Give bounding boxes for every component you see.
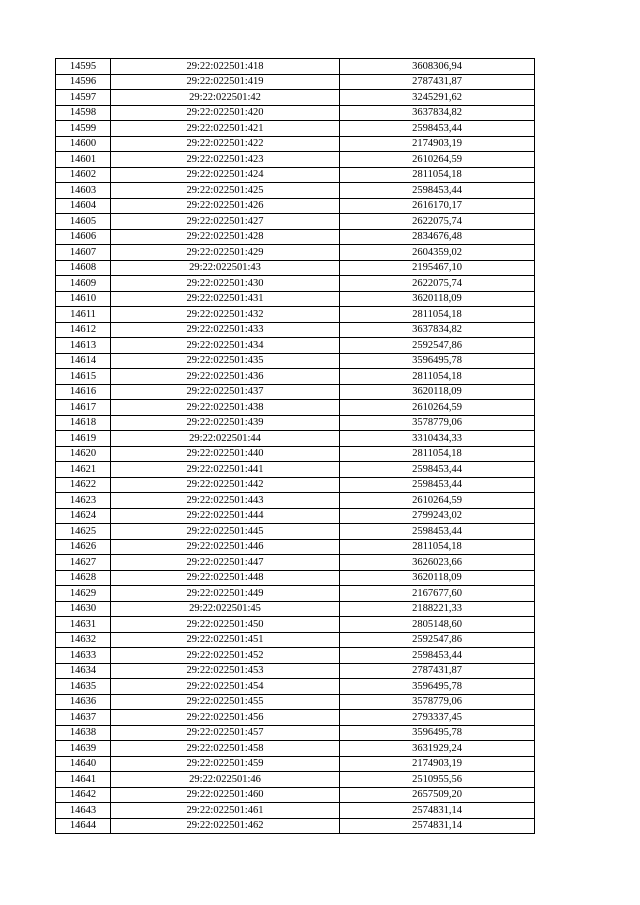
row-number-cell: 14634 — [56, 663, 111, 679]
table-row — [56, 307, 535, 323]
row-number-cell: 14638 — [56, 725, 111, 741]
table-row — [56, 136, 535, 152]
cadastral-value-cell: 2610264,59 — [340, 152, 535, 168]
table-row — [56, 415, 535, 431]
table-row — [56, 586, 535, 602]
cadastral-value-cell: 2510955,56 — [340, 772, 535, 788]
table-row — [56, 90, 535, 106]
cadastral-number-cell: 29:22:022501:436 — [111, 369, 340, 385]
cadastral-value-cell: 3578779,06 — [340, 694, 535, 710]
table-row — [56, 555, 535, 571]
cadastral-number-cell: 29:22:022501:435 — [111, 353, 340, 369]
cadastral-value-cell: 2793337,45 — [340, 710, 535, 726]
row-number-cell: 14620 — [56, 446, 111, 462]
cadastral-number-cell: 29:22:022501:423 — [111, 152, 340, 168]
cadastral-number-cell: 29:22:022501:420 — [111, 105, 340, 121]
row-number-cell: 14611 — [56, 307, 111, 323]
cadastral-number-cell: 29:22:022501:458 — [111, 741, 340, 757]
cadastral-value-cell: 2167677,60 — [340, 586, 535, 602]
table-row — [56, 183, 535, 199]
row-number-cell: 14623 — [56, 493, 111, 509]
cadastral-number-cell: 29:22:022501:441 — [111, 462, 340, 478]
row-number-cell: 14607 — [56, 245, 111, 261]
cadastral-value-cell: 3626023,66 — [340, 555, 535, 571]
cadastral-value-cell: 2592547,86 — [340, 338, 535, 354]
cadastral-number-cell: 29:22:022501:425 — [111, 183, 340, 199]
cadastral-number-cell: 29:22:022501:442 — [111, 477, 340, 493]
cadastral-number-cell: 29:22:022501:42 — [111, 90, 340, 106]
table-row — [56, 105, 535, 121]
cadastral-value-cell: 2622075,74 — [340, 276, 535, 292]
cadastral-value-cell: 2811054,18 — [340, 369, 535, 385]
cadastral-value-cell: 2811054,18 — [340, 307, 535, 323]
row-number-cell: 14609 — [56, 276, 111, 292]
row-number-cell: 14626 — [56, 539, 111, 555]
row-number-cell: 14636 — [56, 694, 111, 710]
cadastral-value-cell: 2811054,18 — [340, 446, 535, 462]
row-number-cell: 14632 — [56, 632, 111, 648]
cadastral-number-cell: 29:22:022501:419 — [111, 74, 340, 90]
cadastral-value-cell: 2598453,44 — [340, 524, 535, 540]
cadastral-value-cell: 2598453,44 — [340, 477, 535, 493]
table-row — [56, 648, 535, 664]
row-number-cell: 14644 — [56, 818, 111, 834]
table-row — [56, 539, 535, 555]
cadastral-number-cell: 29:22:022501:431 — [111, 291, 340, 307]
cadastral-number-cell: 29:22:022501:444 — [111, 508, 340, 524]
cadastral-value-cell: 2174903,19 — [340, 756, 535, 772]
cadastral-number-cell: 29:22:022501:443 — [111, 493, 340, 509]
table-row — [56, 353, 535, 369]
row-number-cell: 14613 — [56, 338, 111, 354]
table-row — [56, 74, 535, 90]
row-number-cell: 14608 — [56, 260, 111, 276]
cadastral-number-cell: 29:22:022501:451 — [111, 632, 340, 648]
row-number-cell: 14637 — [56, 710, 111, 726]
cadastral-value-cell: 2574831,14 — [340, 803, 535, 819]
cadastral-value-cell: 3596495,78 — [340, 353, 535, 369]
cadastral-number-cell: 29:22:022501:45 — [111, 601, 340, 617]
table-row — [56, 663, 535, 679]
cadastral-value-cell: 2787431,87 — [340, 74, 535, 90]
row-number-cell: 14597 — [56, 90, 111, 106]
table-row — [56, 741, 535, 757]
cadastral-value-cell: 2811054,18 — [340, 167, 535, 183]
row-number-cell: 14604 — [56, 198, 111, 214]
table-row — [56, 787, 535, 803]
cadastral-number-cell: 29:22:022501:424 — [111, 167, 340, 183]
cadastral-value-cell: 2610264,59 — [340, 400, 535, 416]
cadastral-value-cell: 2622075,74 — [340, 214, 535, 230]
cadastral-number-cell: 29:22:022501:452 — [111, 648, 340, 664]
row-number-cell: 14601 — [56, 152, 111, 168]
table-row — [56, 462, 535, 478]
row-number-cell: 14612 — [56, 322, 111, 338]
cadastral-number-cell: 29:22:022501:421 — [111, 121, 340, 137]
cadastral-value-cell: 3637834,82 — [340, 105, 535, 121]
cadastral-value-cell: 2787431,87 — [340, 663, 535, 679]
cadastral-number-cell: 29:22:022501:422 — [111, 136, 340, 152]
table-row — [56, 710, 535, 726]
cadastral-value-cell: 3631929,24 — [340, 741, 535, 757]
cadastral-value-cell: 3620118,09 — [340, 291, 535, 307]
cadastral-value-cell: 2195467,10 — [340, 260, 535, 276]
row-number-cell: 14630 — [56, 601, 111, 617]
row-number-cell: 14643 — [56, 803, 111, 819]
table-row — [56, 384, 535, 400]
cadastral-value-cell: 2174903,19 — [340, 136, 535, 152]
row-number-cell: 14625 — [56, 524, 111, 540]
row-number-cell: 14639 — [56, 741, 111, 757]
row-number-cell: 14621 — [56, 462, 111, 478]
table-row — [56, 214, 535, 230]
cadastral-value-cell: 3620118,09 — [340, 570, 535, 586]
cadastral-number-cell: 29:22:022501:432 — [111, 307, 340, 323]
cadastral-number-cell: 29:22:022501:453 — [111, 663, 340, 679]
row-number-cell: 14599 — [56, 121, 111, 137]
cadastral-number-cell: 29:22:022501:427 — [111, 214, 340, 230]
cadastral-value-cell: 3245291,62 — [340, 90, 535, 106]
cadastral-number-cell: 29:22:022501:43 — [111, 260, 340, 276]
cadastral-value-cell: 2657509,20 — [340, 787, 535, 803]
table-row — [56, 725, 535, 741]
table-row — [56, 679, 535, 695]
cadastral-number-cell: 29:22:022501:438 — [111, 400, 340, 416]
cadastral-number-cell: 29:22:022501:426 — [111, 198, 340, 214]
table-row — [56, 818, 535, 834]
cadastral-value-cell: 2805148,60 — [340, 617, 535, 633]
cadastral-value-cell: 2811054,18 — [340, 539, 535, 555]
cadastral-value-cell: 2799243,02 — [340, 508, 535, 524]
row-number-cell: 14617 — [56, 400, 111, 416]
cadastral-number-cell: 29:22:022501:446 — [111, 539, 340, 555]
table-row — [56, 493, 535, 509]
table-row — [56, 121, 535, 137]
cadastral-number-cell: 29:22:022501:440 — [111, 446, 340, 462]
table-row — [56, 276, 535, 292]
cadastral-number-cell: 29:22:022501:454 — [111, 679, 340, 695]
cadastral-value-cell: 3578779,06 — [340, 415, 535, 431]
row-number-cell: 14628 — [56, 570, 111, 586]
cadastral-number-cell: 29:22:022501:437 — [111, 384, 340, 400]
row-number-cell: 14602 — [56, 167, 111, 183]
cadastral-number-cell: 29:22:022501:455 — [111, 694, 340, 710]
cadastral-number-cell: 29:22:022501:46 — [111, 772, 340, 788]
row-number-cell: 14603 — [56, 183, 111, 199]
table-row — [56, 508, 535, 524]
table-row — [56, 617, 535, 633]
row-number-cell: 14627 — [56, 555, 111, 571]
table-row — [56, 431, 535, 447]
cadastral-number-cell: 29:22:022501:445 — [111, 524, 340, 540]
table-body — [56, 59, 535, 834]
cadastral-number-cell: 29:22:022501:429 — [111, 245, 340, 261]
row-number-cell: 14596 — [56, 74, 111, 90]
cadastral-number-cell: 29:22:022501:434 — [111, 338, 340, 354]
table-row — [56, 694, 535, 710]
table-row — [56, 152, 535, 168]
table-row — [56, 167, 535, 183]
table-row — [56, 198, 535, 214]
table-row — [56, 756, 535, 772]
cadastral-value-cell: 2598453,44 — [340, 462, 535, 478]
cadastral-value-cell: 2598453,44 — [340, 183, 535, 199]
table-row — [56, 772, 535, 788]
table-row — [56, 291, 535, 307]
row-number-cell: 14606 — [56, 229, 111, 245]
cadastral-value-cell: 3596495,78 — [340, 679, 535, 695]
cadastral-number-cell: 29:22:022501:433 — [111, 322, 340, 338]
cadastral-value-cell: 3310434,33 — [340, 431, 535, 447]
cadastral-number-cell: 29:22:022501:439 — [111, 415, 340, 431]
cadastral-value-table — [55, 58, 535, 834]
row-number-cell: 14618 — [56, 415, 111, 431]
row-number-cell: 14622 — [56, 477, 111, 493]
cadastral-value-cell: 2834676,48 — [340, 229, 535, 245]
cadastral-value-cell: 2616170,17 — [340, 198, 535, 214]
row-number-cell: 14610 — [56, 291, 111, 307]
cadastral-value-cell: 2574831,14 — [340, 818, 535, 834]
cadastral-number-cell: 29:22:022501:450 — [111, 617, 340, 633]
cadastral-value-cell: 2604359,02 — [340, 245, 535, 261]
cadastral-number-cell: 29:22:022501:449 — [111, 586, 340, 602]
cadastral-number-cell: 29:22:022501:44 — [111, 431, 340, 447]
row-number-cell: 14629 — [56, 586, 111, 602]
table-row — [56, 260, 535, 276]
cadastral-number-cell: 29:22:022501:459 — [111, 756, 340, 772]
cadastral-number-cell: 29:22:022501:461 — [111, 803, 340, 819]
row-number-cell: 14605 — [56, 214, 111, 230]
cadastral-value-cell: 3608306,94 — [340, 59, 535, 75]
row-number-cell: 14595 — [56, 59, 111, 75]
table-row — [56, 400, 535, 416]
table-row — [56, 229, 535, 245]
cadastral-number-cell: 29:22:022501:457 — [111, 725, 340, 741]
table-row — [56, 477, 535, 493]
cadastral-value-cell: 2598453,44 — [340, 121, 535, 137]
table-row — [56, 632, 535, 648]
cadastral-value-cell: 2592547,86 — [340, 632, 535, 648]
table-row — [56, 524, 535, 540]
table-row — [56, 322, 535, 338]
cadastral-number-cell: 29:22:022501:428 — [111, 229, 340, 245]
cadastral-value-cell: 2188221,33 — [340, 601, 535, 617]
row-number-cell: 14641 — [56, 772, 111, 788]
table-row — [56, 601, 535, 617]
table-row — [56, 59, 535, 75]
row-number-cell: 14619 — [56, 431, 111, 447]
cadastral-number-cell: 29:22:022501:447 — [111, 555, 340, 571]
cadastral-number-cell: 29:22:022501:460 — [111, 787, 340, 803]
cadastral-number-cell: 29:22:022501:456 — [111, 710, 340, 726]
row-number-cell: 14624 — [56, 508, 111, 524]
row-number-cell: 14635 — [56, 679, 111, 695]
table-row — [56, 245, 535, 261]
table-row — [56, 803, 535, 819]
table-row — [56, 446, 535, 462]
table-row — [56, 570, 535, 586]
cadastral-value-cell: 3637834,82 — [340, 322, 535, 338]
cadastral-number-cell: 29:22:022501:448 — [111, 570, 340, 586]
cadastral-value-cell: 3596495,78 — [340, 725, 535, 741]
cadastral-number-cell: 29:22:022501:462 — [111, 818, 340, 834]
cadastral-value-cell: 2598453,44 — [340, 648, 535, 664]
row-number-cell: 14600 — [56, 136, 111, 152]
cadastral-value-cell: 3620118,09 — [340, 384, 535, 400]
row-number-cell: 14640 — [56, 756, 111, 772]
row-number-cell: 14598 — [56, 105, 111, 121]
row-number-cell: 14631 — [56, 617, 111, 633]
row-number-cell: 14633 — [56, 648, 111, 664]
row-number-cell: 14615 — [56, 369, 111, 385]
row-number-cell: 14614 — [56, 353, 111, 369]
cadastral-number-cell: 29:22:022501:430 — [111, 276, 340, 292]
row-number-cell: 14642 — [56, 787, 111, 803]
cadastral-value-cell: 2610264,59 — [340, 493, 535, 509]
table-row — [56, 338, 535, 354]
row-number-cell: 14616 — [56, 384, 111, 400]
table-row — [56, 369, 535, 385]
cadastral-number-cell: 29:22:022501:418 — [111, 59, 340, 75]
